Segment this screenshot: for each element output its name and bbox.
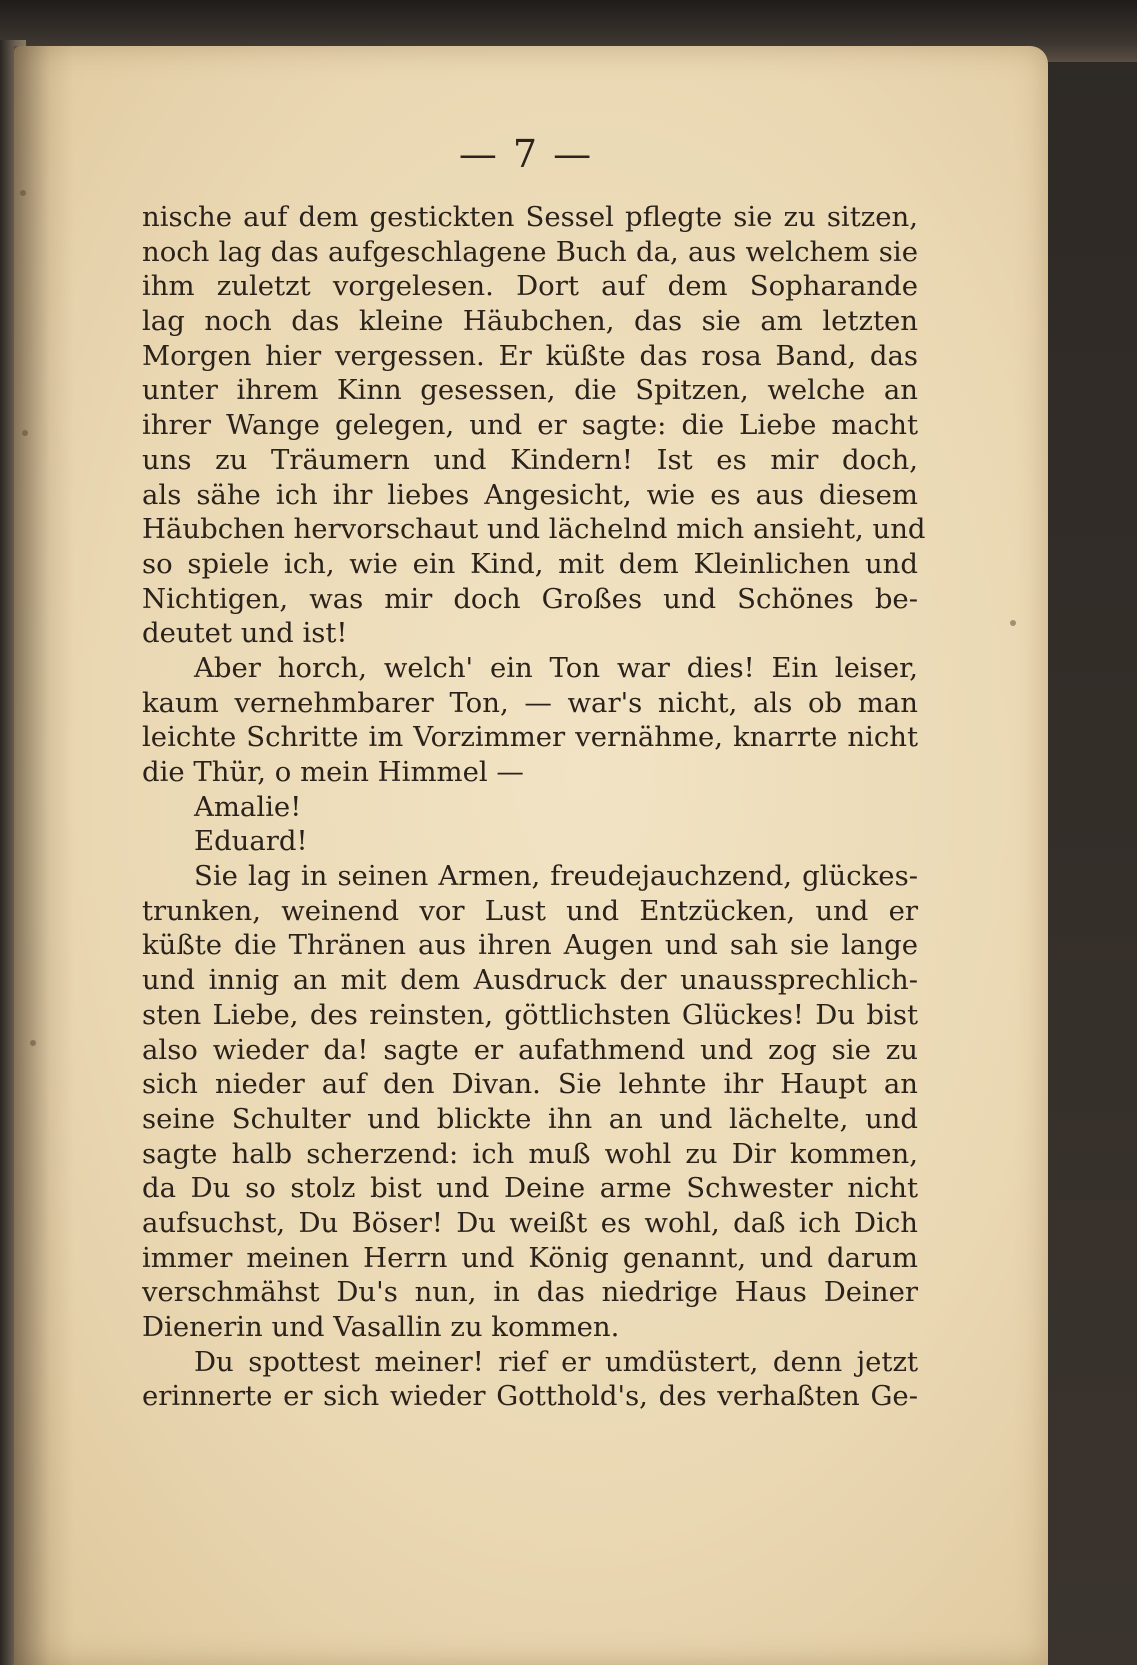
text-line: als sähe ich ihr liebes Angesicht, wie es aus diesem bbox=[142, 478, 918, 511]
text-line: Nichtigen, was mir doch Großes und Schönes be- bbox=[142, 582, 918, 615]
text-line: ihrer Wange gelegen, und er sagte: die Liebe macht bbox=[142, 409, 918, 442]
body-text bbox=[142, 200, 926, 1414]
page-gutter-shadow bbox=[14, 46, 74, 1665]
text-line: sten Liebe, des reinsten, göttlichsten Glückes! Du bist bbox=[142, 998, 918, 1031]
text-line: uns zu Träumern und Kindern! Ist es mir doch, bbox=[142, 443, 918, 476]
text-line: und innig an mit dem Ausdruck der unaussprechlich- bbox=[142, 964, 918, 997]
text-line: Morgen hier vergessen. Er küßte das rosa Band, das bbox=[142, 339, 918, 372]
text-line: leichte Schritte im Vorzimmer vernähme, knarrte nicht bbox=[142, 721, 918, 754]
text-line: küßte die Thränen aus ihren Augen und sah sie lange bbox=[142, 929, 918, 962]
text-line: kaum vernehmbarer Ton, — war's nicht, als ob man bbox=[142, 686, 918, 719]
text-line: so spiele ich, wie ein Kind, mit dem Kleinlichen und bbox=[142, 547, 918, 580]
page-number: — 7 — bbox=[458, 132, 594, 176]
text-line: Häubchen hervorschaut und lächelnd mich ansieht, und bbox=[142, 513, 926, 546]
text-line: nische auf dem gestickten Sessel pflegte sie zu sitzen, bbox=[142, 201, 918, 233]
text-line: Dienerin und Vasallin zu kommen. bbox=[142, 1311, 620, 1343]
text-line: Sie lag in seinen Armen, freudejauchzend, glückes- bbox=[194, 860, 918, 893]
text-line: Du spottest meiner! rief er umdüstert, denn jetzt bbox=[194, 1345, 918, 1378]
text-line: also wieder da! sagte er aufathmend und zog sie zu bbox=[142, 1033, 918, 1066]
text-line: erinnerte er sich wieder Gotthold's, des verhaßten Ge- bbox=[142, 1380, 918, 1413]
paper-speck bbox=[30, 1040, 36, 1046]
text-line: sagte halb scherzend: ich muß wohl zu Dir kommen, bbox=[142, 1137, 918, 1170]
paper-speck bbox=[20, 190, 26, 196]
text-line: unter ihrem Kinn gesessen, die Spitzen, welche an bbox=[142, 374, 918, 407]
text-line: Eduard! bbox=[194, 825, 308, 858]
text-line: seine Schulter und blickte ihn an und lächelte, und bbox=[142, 1102, 918, 1135]
paper-speck bbox=[22, 430, 28, 436]
text-line: trunken, weinend vor Lust und Entzücken, und er bbox=[142, 894, 918, 927]
text-line: deutet und ist! bbox=[142, 617, 348, 650]
text-line: verschmähst Du's nun, in das niedrige Haus Deiner bbox=[142, 1276, 918, 1309]
text-line: ihm zuletzt vorgelesen. Dort auf dem Sopharande bbox=[142, 270, 918, 303]
text-line: da Du so stolz bist und Deine arme Schwester nicht bbox=[142, 1172, 918, 1205]
text-line: Aber horch, welch' ein Ton war dies! Ein leiser, bbox=[194, 651, 918, 684]
text-line: Amalie! bbox=[194, 790, 302, 823]
text-line: aufsuchst, Du Böser! Du weißt es wohl, daß ich Dich bbox=[142, 1206, 918, 1239]
paper-speck bbox=[1010, 620, 1016, 626]
text-line: immer meinen Herrn und König genannt, und darum bbox=[142, 1241, 918, 1274]
text-line: die Thür, o mein Himmel — bbox=[142, 756, 524, 788]
text-line: lag noch das kleine Häubchen, das sie am letzten bbox=[142, 305, 918, 338]
text-line: noch lag das aufgeschlagene Buch da, aus welchem sie bbox=[142, 235, 918, 268]
text-line: sich nieder auf den Divan. Sie lehnte ihr Haupt an bbox=[142, 1068, 918, 1101]
